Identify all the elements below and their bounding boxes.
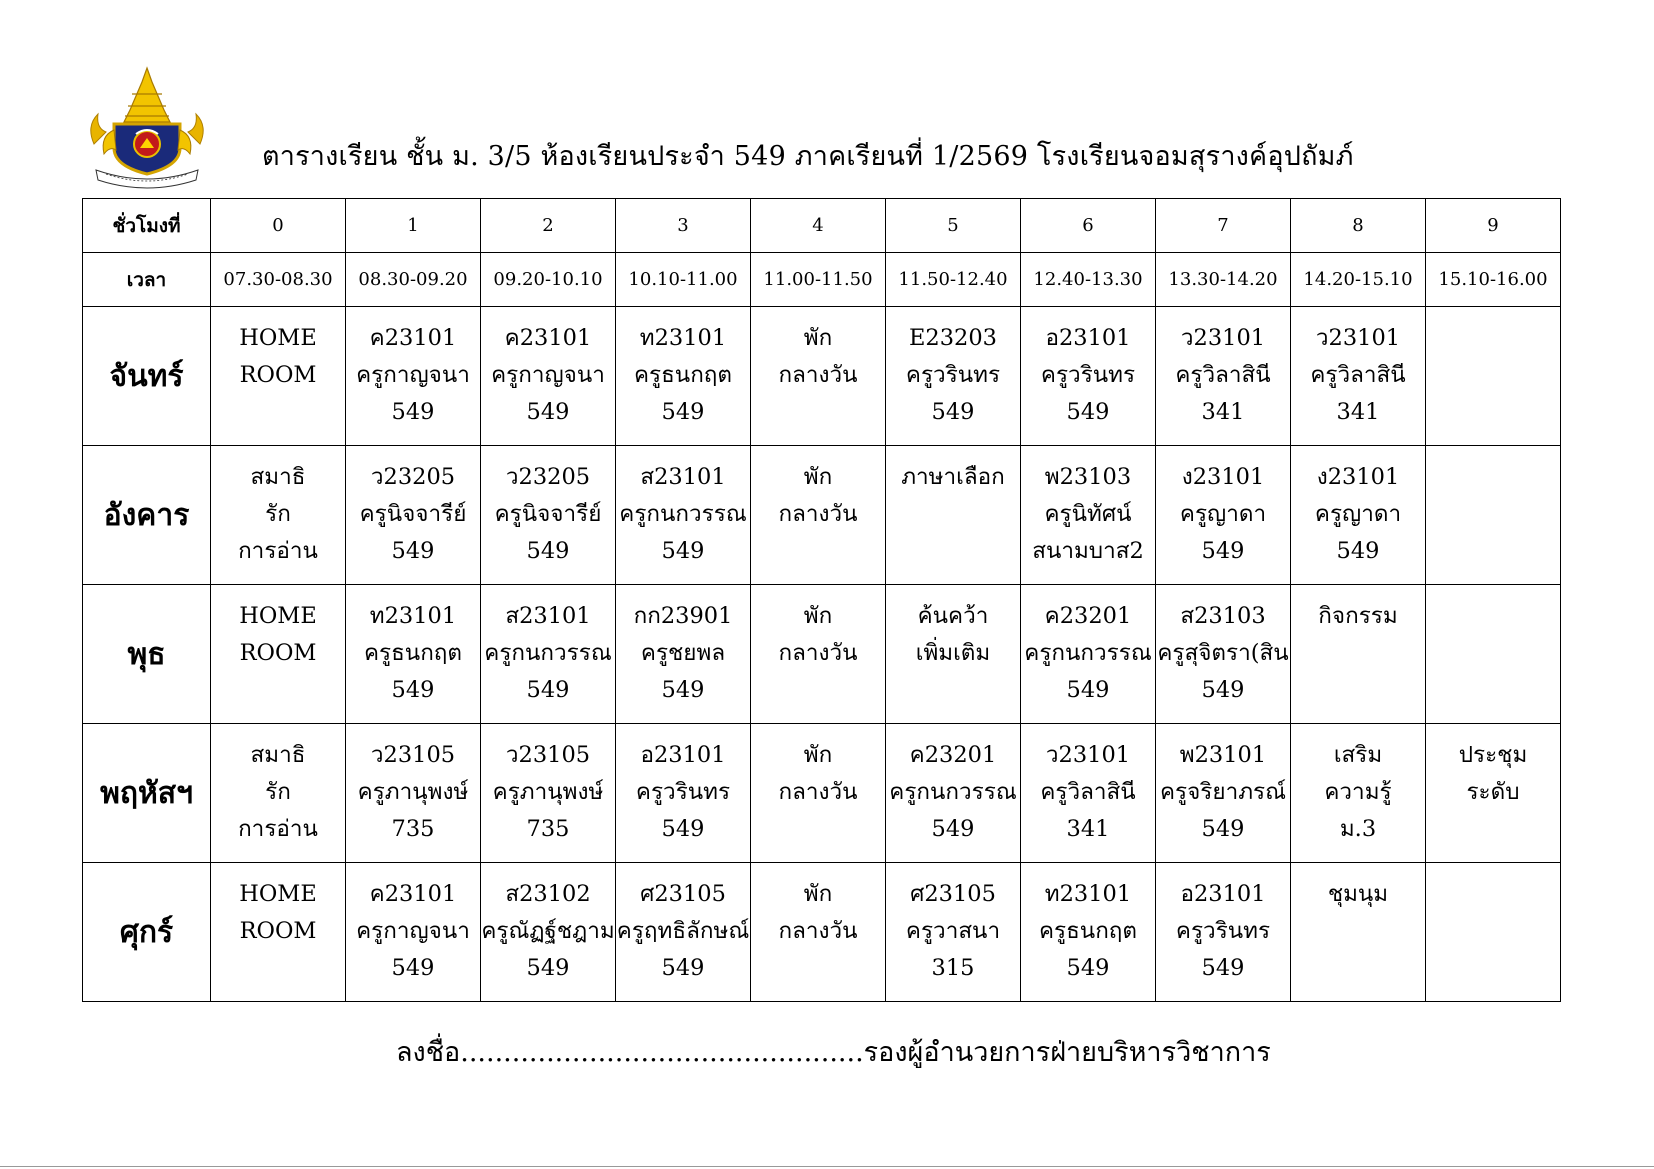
cell-line: ครูฤทธิลักษณ์ <box>616 918 750 944</box>
cell-line: ครูภานุพงษ์ <box>492 779 604 805</box>
cell-line: พ23103 <box>1044 464 1132 490</box>
cell-line: ภาษาเลือก <box>901 464 1005 490</box>
cell-line: 549 <box>661 399 705 425</box>
schedule-cell <box>616 446 751 585</box>
schedule-cell <box>211 585 346 724</box>
cell-line: พัก <box>803 742 833 768</box>
cell-line: ว23205 <box>370 464 456 490</box>
cell-line: 549 <box>526 955 570 981</box>
cell-line: ครูวาสนา <box>905 918 1001 944</box>
period-label: ชั่วโมงที่ <box>83 199 211 253</box>
day-name: ศุกร์ <box>83 863 211 1002</box>
cell-line: ประชุม <box>1458 742 1528 768</box>
day-row <box>83 446 1561 585</box>
cell-line: ม.3 <box>1339 816 1377 842</box>
period-number: 0 <box>211 199 346 253</box>
cell-line: อ23101 <box>640 742 726 768</box>
cell-line: 549 <box>526 677 570 703</box>
cell-line: ว23101 <box>1315 325 1401 351</box>
cell-line: ว23101 <box>1045 742 1131 768</box>
cell-line: ครูญาดา <box>1314 501 1402 527</box>
cell-line: 549 <box>1066 399 1110 425</box>
period-number: 5 <box>886 199 1021 253</box>
signature-line: ลงชื่อ...............................................รองผู้อำนวยการฝ่ายบริหารวิชาการ <box>396 1037 1271 1068</box>
cell-line: 549 <box>391 677 435 703</box>
cell-line: กลางวัน <box>778 501 858 527</box>
cell-line: เสริม <box>1333 742 1383 768</box>
cell-line: ครูนิทัศน์ <box>1044 501 1132 527</box>
day-name: พุธ <box>83 585 211 724</box>
schedule-cell <box>1156 863 1291 1002</box>
cell-line: ครูธนกฤต <box>363 640 463 666</box>
cell-line: ค23101 <box>369 325 457 351</box>
cell-line: ส23101 <box>505 603 591 629</box>
cell-line: 315 <box>931 955 975 981</box>
cell-line: กก23901 <box>633 603 733 629</box>
cell-line: 549 <box>661 955 705 981</box>
cell-line: ครูวรินทร <box>635 779 731 805</box>
cell-line: ศ23105 <box>640 881 726 907</box>
cell-line: ครูวรินทร <box>1040 362 1136 388</box>
cell-line: ครูวรินทร <box>905 362 1001 388</box>
cell-line: ครูวิลาสินี <box>1175 362 1271 388</box>
schedule-cell <box>1291 446 1426 585</box>
period-number: 3 <box>616 199 751 253</box>
schedule-cell <box>1021 446 1156 585</box>
cell-line: พัก <box>803 603 833 629</box>
cell-line: ง23101 <box>1181 464 1265 490</box>
cell-line: ครูกนกวรรณ <box>889 779 1017 805</box>
cell-line: กลางวัน <box>778 918 858 944</box>
schedule-cell <box>346 446 481 585</box>
cell-line: พ23101 <box>1179 742 1267 768</box>
schedule-cell <box>886 307 1021 446</box>
cell-line: 549 <box>661 538 705 564</box>
cell-line: ครูสุจิตรา(สิน <box>1157 640 1289 666</box>
cell-line: 549 <box>931 816 975 842</box>
cell-line: 549 <box>1201 816 1245 842</box>
schedule-cell <box>751 863 886 1002</box>
cell-line: ครูนิจจารีย์ <box>359 501 467 527</box>
cell-line: ครูธนกฤต <box>633 362 733 388</box>
schedule-cell <box>1426 724 1561 863</box>
cell-line: 549 <box>391 399 435 425</box>
cell-line: ครูกาญจนา <box>491 362 605 388</box>
cell-line: 549 <box>661 677 705 703</box>
day-row <box>83 863 1561 1002</box>
cell-line: ว23101 <box>1180 325 1266 351</box>
day-row <box>83 585 1561 724</box>
schedule-cell <box>1426 585 1561 724</box>
cell-line: ครูวรินทร <box>1175 918 1271 944</box>
cell-line: 549 <box>661 816 705 842</box>
cell-line: กิจกรรม <box>1318 603 1398 629</box>
period-time: 11.00-11.50 <box>751 253 886 307</box>
schedule-cell <box>1156 446 1291 585</box>
cell-line: ค23201 <box>1044 603 1132 629</box>
cell-line: สมาธิ <box>250 464 306 490</box>
schedule-cell <box>751 307 886 446</box>
cell-line: ส23101 <box>640 464 726 490</box>
cell-line: 549 <box>1201 955 1245 981</box>
schedule-cell <box>1021 863 1156 1002</box>
cell-line: ครูกาญจนา <box>356 918 470 944</box>
period-time: 13.30-14.20 <box>1156 253 1291 307</box>
period-number: 8 <box>1291 199 1426 253</box>
cell-line: ครูธนกฤต <box>1038 918 1138 944</box>
period-time: 09.20-10.10 <box>481 253 616 307</box>
day-row <box>83 724 1561 863</box>
cell-line: ครูกนกวรรณ <box>484 640 612 666</box>
period-number: 2 <box>481 199 616 253</box>
cell-line: 549 <box>1066 677 1110 703</box>
cell-line: ส23103 <box>1180 603 1266 629</box>
cell-line: ว23205 <box>505 464 591 490</box>
schedule-cell <box>481 863 616 1002</box>
cell-line: กลางวัน <box>778 779 858 805</box>
cell-line: พัก <box>803 881 833 907</box>
cell-line: 549 <box>391 955 435 981</box>
schedule-cell <box>1156 585 1291 724</box>
cell-line: กลางวัน <box>778 640 858 666</box>
cell-line: 341 <box>1066 816 1110 842</box>
cell-line: ชุมนุม <box>1327 881 1389 907</box>
cell-line: ครูจริยาภรณ์ <box>1159 779 1286 805</box>
schedule-cell <box>481 307 616 446</box>
cell-line: ท23101 <box>1044 881 1132 907</box>
cell-line: ความรู้ <box>1324 779 1392 805</box>
cell-line: ครูณัฏฐ์ชฎาม <box>481 918 615 944</box>
schedule-cell <box>616 585 751 724</box>
cell-line: ค23101 <box>504 325 592 351</box>
schedule-cell <box>616 307 751 446</box>
cell-line: 549 <box>931 399 975 425</box>
schedule-cell <box>1291 863 1426 1002</box>
cell-line: ครูกนกวรรณ <box>619 501 747 527</box>
cell-line: ค23101 <box>369 881 457 907</box>
period-number: 9 <box>1426 199 1561 253</box>
schedule-cell <box>751 585 886 724</box>
schedule-cell <box>1426 863 1561 1002</box>
cell-line: รัก <box>265 779 291 805</box>
cell-line: 549 <box>526 399 570 425</box>
period-number: 7 <box>1156 199 1291 253</box>
period-row <box>83 199 1561 253</box>
cell-line: ง23101 <box>1316 464 1400 490</box>
cell-line: ศ23105 <box>910 881 996 907</box>
cell-line: ว23105 <box>505 742 591 768</box>
cell-line: ครูกาญจนา <box>356 362 470 388</box>
period-time: 08.30-09.20 <box>346 253 481 307</box>
cell-line: 341 <box>1201 399 1245 425</box>
cell-line: HOME <box>239 603 317 629</box>
schedule-cell <box>616 863 751 1002</box>
cell-line: ครูวิลาสินี <box>1040 779 1136 805</box>
cell-line: 549 <box>526 538 570 564</box>
schedule-cell <box>1426 307 1561 446</box>
period-time: 14.20-15.10 <box>1291 253 1426 307</box>
cell-line: 341 <box>1336 399 1380 425</box>
cell-line: ครูชยพล <box>640 640 726 666</box>
schedule-cell <box>751 724 886 863</box>
page-bottom-border <box>0 1166 1654 1167</box>
cell-line: ส23102 <box>505 881 591 907</box>
school-crest-logo <box>84 66 210 194</box>
cell-line: ค23201 <box>909 742 997 768</box>
period-number: 4 <box>751 199 886 253</box>
schedule-cell <box>886 446 1021 585</box>
period-time: 12.40-13.30 <box>1021 253 1156 307</box>
cell-line: ครูวิลาสินี <box>1310 362 1406 388</box>
schedule-cell <box>1156 307 1291 446</box>
cell-line: การอ่าน <box>238 538 318 564</box>
time-label: เวลา <box>83 253 211 307</box>
cell-line: สนามบาส2 <box>1032 538 1144 564</box>
cell-line: ROOM <box>239 362 317 388</box>
cell-line: 549 <box>1066 955 1110 981</box>
cell-line: กลางวัน <box>778 362 858 388</box>
schedule-cell <box>481 585 616 724</box>
timetable <box>82 198 1561 1002</box>
day-name: จันทร์ <box>83 307 211 446</box>
schedule-cell <box>211 307 346 446</box>
schedule-cell <box>1291 585 1426 724</box>
cell-line: การอ่าน <box>238 816 318 842</box>
cell-line: ครูภานุพงษ์ <box>357 779 469 805</box>
cell-line: ครูกนกวรรณ <box>1024 640 1152 666</box>
cell-line: ท23101 <box>639 325 727 351</box>
schedule-cell <box>1291 307 1426 446</box>
schedule-cell <box>211 863 346 1002</box>
cell-line: E23203 <box>908 325 997 351</box>
time-row <box>83 253 1561 307</box>
schedule-cell <box>346 724 481 863</box>
cell-line: 735 <box>526 816 570 842</box>
period-number: 1 <box>346 199 481 253</box>
schedule-cell <box>481 724 616 863</box>
cell-line: อ23101 <box>1180 881 1266 907</box>
period-time: 11.50-12.40 <box>886 253 1021 307</box>
day-name: อังคาร <box>83 446 211 585</box>
cell-line: 549 <box>1201 677 1245 703</box>
cell-line: ครูญาดา <box>1179 501 1267 527</box>
cell-line: ท23101 <box>369 603 457 629</box>
period-time: 10.10-11.00 <box>616 253 751 307</box>
schedule-cell <box>616 724 751 863</box>
cell-line: ROOM <box>239 640 317 666</box>
cell-line: ระดับ <box>1466 779 1520 805</box>
cell-line: HOME <box>239 325 317 351</box>
cell-line: ครูนิจจารีย์ <box>494 501 602 527</box>
schedule-cell <box>886 724 1021 863</box>
cell-line: 735 <box>391 816 435 842</box>
schedule-cell <box>1426 446 1561 585</box>
schedule-cell <box>1021 585 1156 724</box>
schedule-cell <box>1156 724 1291 863</box>
cell-line: ค้นคว้า <box>917 603 989 629</box>
cell-line: รัก <box>265 501 291 527</box>
cell-line: สมาธิ <box>250 742 306 768</box>
cell-line: HOME <box>239 881 317 907</box>
cell-line: อ23101 <box>1045 325 1131 351</box>
cell-line: 549 <box>391 538 435 564</box>
cell-line: ROOM <box>239 918 317 944</box>
schedule-cell <box>751 446 886 585</box>
cell-line: 549 <box>1336 538 1380 564</box>
schedule-cell <box>346 307 481 446</box>
schedule-cell <box>346 863 481 1002</box>
cell-line: 549 <box>1201 538 1245 564</box>
day-name: พฤหัสฯ <box>83 724 211 863</box>
day-row <box>83 307 1561 446</box>
period-time: 15.10-16.00 <box>1426 253 1561 307</box>
cell-line: พัก <box>803 464 833 490</box>
schedule-cell <box>1021 724 1156 863</box>
period-number: 6 <box>1021 199 1156 253</box>
schedule-cell <box>346 585 481 724</box>
cell-line: พัก <box>803 325 833 351</box>
cell-line: เพิ่มเติม <box>915 640 991 666</box>
period-time: 07.30-08.30 <box>211 253 346 307</box>
cell-line: ว23105 <box>370 742 456 768</box>
page-title: ตารางเรียน ชั้น ม. 3/5 ห้องเรียนประจำ 549 ภาคเรียนที่ 1/2569 โรงเรียนจอมสุรางค์อุปถัมภ์ <box>262 141 1354 172</box>
schedule-cell <box>1021 307 1156 446</box>
schedule-cell <box>211 724 346 863</box>
schedule-cell <box>481 446 616 585</box>
schedule-cell <box>211 446 346 585</box>
schedule-cell <box>886 585 1021 724</box>
schedule-cell <box>886 863 1021 1002</box>
schedule-cell <box>1291 724 1426 863</box>
